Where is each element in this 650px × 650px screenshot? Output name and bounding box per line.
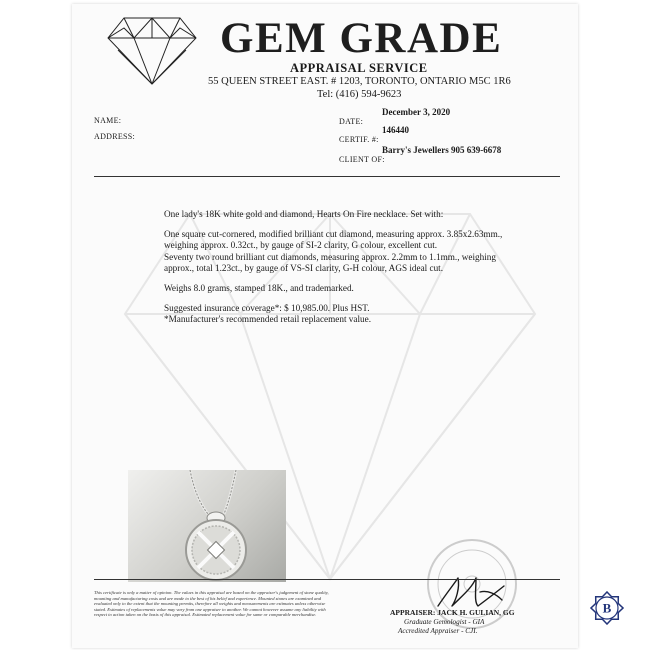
description-side-stones: Seventy two round brilliant cut diamonds, measuring approx. 2.2mm to 1.1mm., weighing approx., total 1.23ct., by gauge of VS-SI clarity, G-H colour, AGS ideal cut. (164, 251, 496, 274)
company-subtitle: APPRAISAL SERVICE (290, 61, 428, 75)
address-label: ADDRESS: (94, 132, 136, 141)
appraiser-credential-2: Accredited Appraiser - CJI. (398, 627, 478, 635)
badge-letter: B (602, 600, 612, 616)
date-label: DATE: (339, 117, 364, 126)
monogram-badge-icon (590, 591, 624, 625)
description-center-stone: One square cut-cornered, modified brilliant cut diamond, measuring approx. 3.85x2.63mm., weighing approx. 0.32ct., by gauge of SI-2 clarity, G colour, excellent cut. (164, 228, 503, 251)
client-value: Barry's Jewellers 905 639-6678 (382, 145, 502, 155)
necklace-photo (128, 470, 286, 582)
company-phone: Tel: (416) 594-9623 (317, 89, 402, 100)
appraiser-signature (432, 572, 512, 612)
diamond-outline-icon (106, 14, 198, 86)
client-label: CLIENT OF: (339, 155, 385, 164)
description-intro: One lady's 18K white gold and diamond, Hearts On Fire necklace. Set with: (164, 209, 444, 219)
company-address: 55 QUEEN STREET EAST. # 1203, TORONTO, ONTARIO M5C 1R6 (208, 76, 511, 87)
item-description (164, 209, 504, 326)
company-name: GEM GRADE (220, 15, 503, 62)
coverage-note: *Manufacturer's recommended retail replacement value. (164, 314, 371, 325)
date-value: December 3, 2020 (382, 107, 451, 117)
appraisal-certificate (72, 4, 578, 648)
legal-disclaimer: This certificate is only a matter of opinion. The values in this appraisal are based on the appraiser's judgement of stone quality, mounting and manufacturing costs and are made to the best of his belief and experience. Mounted stones are examined and evaluated only to the extent that the mounting permits, therefore all weights and measurements are estimates unless otherwise stated. Estimates of replacements value may vary from one appraiser to another. We cannot however assume any liability with respect to action taken on the basis of this appraisal. Estimated replacement value for same or comparable merchandise. (94, 590, 329, 618)
description-weight: Weighs 8.0 grams, stamped 18K., and trademarked. (164, 282, 354, 293)
header-divider (94, 176, 560, 177)
footer-divider (94, 579, 560, 580)
certificate-label: CERTIF. #: (339, 135, 379, 144)
certificate-number: 146440 (382, 125, 409, 135)
insurance-coverage: Suggested insurance coverage*: $ 10,985.00. Plus HST. (164, 302, 370, 313)
name-label: NAME: (94, 116, 122, 125)
appraiser-name: APPRAISER: JACK H. GULIAN, GG (390, 608, 515, 617)
appraiser-credential-1: Graduate Gemologist - GIA (404, 618, 485, 626)
